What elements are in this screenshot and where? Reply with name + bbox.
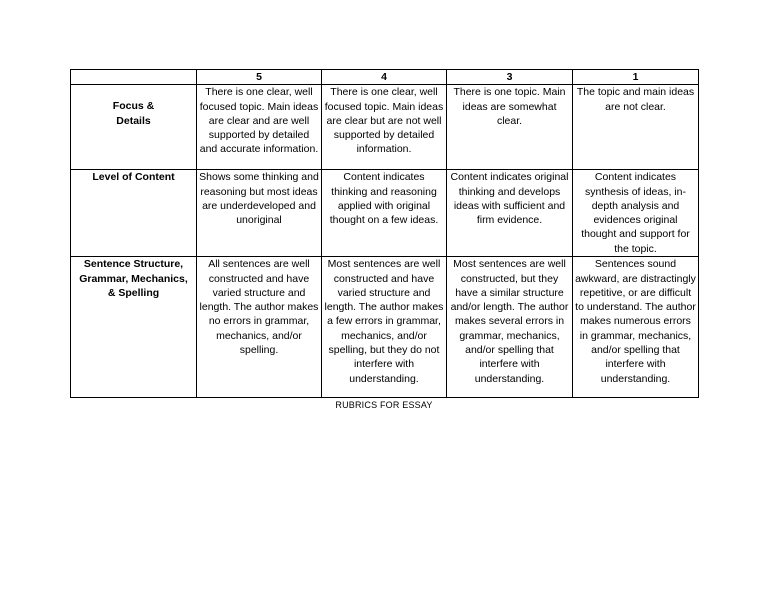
table-row — [71, 170, 699, 257]
cell-focus-score-1: The topic and main ideas are not clear. — [573, 85, 699, 170]
header-blank — [71, 70, 197, 85]
criterion-focus-details — [71, 85, 197, 170]
cell-content-score-1: Content indicates synthesis of ideas, in-depth analysis and evidences original thought and support for the topic. — [573, 170, 699, 257]
criterion-line: Level of Content — [92, 171, 175, 184]
score-4-header: 4 — [322, 70, 447, 85]
table-row — [71, 257, 699, 398]
criterion-line: Sentence Structure, — [83, 258, 184, 271]
table-row — [71, 85, 699, 170]
cell-focus-score-4: There is one clear, well focused topic. Main ideas are clear but are not well supported by detailed information. — [322, 85, 447, 170]
score-5-header: 5 — [197, 70, 322, 85]
table-caption: RUBRICS FOR ESSAY — [335, 400, 433, 410]
criterion-line: Details — [116, 114, 151, 127]
criterion-sentence-structure — [71, 257, 197, 398]
cell-focus-score-3: There is one topic. Main ideas are somewhat clear. — [447, 85, 573, 170]
header-row — [71, 70, 699, 85]
criterion-line: & Spelling — [107, 286, 160, 299]
criterion-line: Grammar, Mechanics, — [79, 272, 188, 285]
cell-content-score-4: Content indicates thinking and reasoning applied with original thought on a few ideas. — [322, 170, 447, 257]
score-3-header: 3 — [447, 70, 573, 85]
rubric-table — [70, 69, 699, 398]
score-1-header: 1 — [573, 70, 699, 85]
cell-sentence-score-3: Most sentences are well constructed, but they have a similar structure and/or length. The author makes several errors in grammar, mechanics, and/or spelling that interfere with understanding. — [447, 257, 573, 398]
cell-content-score-5: Shows some thinking and reasoning but most ideas are underdeveloped and unoriginal — [197, 170, 322, 257]
cell-sentence-score-4: Most sentences are well constructed and have varied structure and length. The author makes a few errors in grammar, mechanics, and/or spelling, but they do not interfere with understanding. — [322, 257, 447, 398]
cell-content-score-3: Content indicates original thinking and develops ideas with sufficient and firm evidence. — [447, 170, 573, 257]
cell-sentence-score-5: All sentences are well constructed and have varied structure and length. The author makes no errors in grammar, mechanics, and/or spelling. — [197, 257, 322, 398]
criterion-line: Focus & — [112, 100, 155, 113]
cell-sentence-score-1: Sentences sound awkward, are distractingly repetitive, or are difficult to understand. The author makes numerous errors in grammar, mechanics, and/or spelling that interfere with understanding. — [573, 257, 699, 398]
criterion-level-of-content — [71, 170, 197, 257]
cell-focus-score-5: There is one clear, well focused topic. Main ideas are clear and are well supported by detailed and accurate information. — [197, 85, 322, 170]
